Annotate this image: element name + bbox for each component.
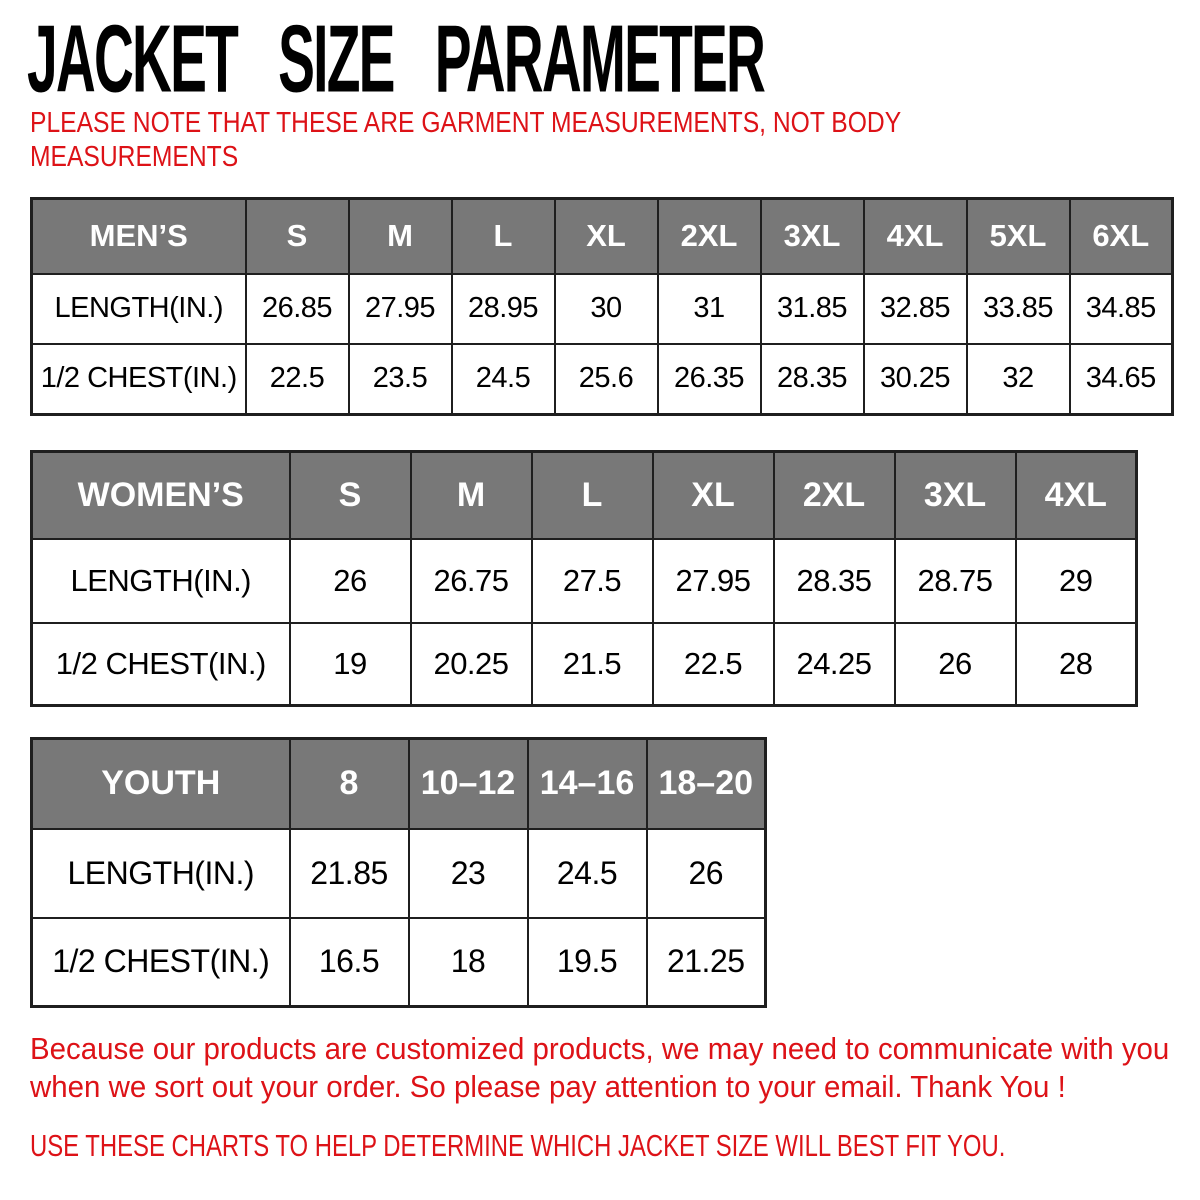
- size-value: 22.5: [246, 344, 349, 415]
- size-col-header: 3XL: [895, 452, 1016, 539]
- size-value: 26: [647, 829, 766, 918]
- size-col-header: L: [452, 199, 555, 274]
- size-value: 30.25: [864, 344, 967, 415]
- size-value: 31.85: [761, 274, 864, 344]
- size-value: 29: [1016, 539, 1137, 623]
- youth-chest-row: [32, 918, 766, 1007]
- size-col-header: XL: [653, 452, 774, 539]
- chart-usage-note: USE THESE CHARTS TO HELP DETERMINE WHICH JACKET SIZE WILL BEST FIT YOU.: [30, 1128, 1006, 1163]
- size-col-header: 14–16: [528, 739, 647, 829]
- row-label: LENGTH(IN.): [32, 829, 290, 918]
- size-value: 28.35: [774, 539, 895, 623]
- size-value: 20.25: [411, 623, 532, 706]
- mens-chest-row: [32, 344, 1173, 415]
- size-col-header: 8: [290, 739, 409, 829]
- size-value: 31: [658, 274, 761, 344]
- size-value: 23.5: [349, 344, 452, 415]
- womens-chest-row: [32, 623, 1137, 706]
- size-value: 28.75: [895, 539, 1016, 623]
- size-value: 26: [895, 623, 1016, 706]
- size-value: 30: [555, 274, 658, 344]
- size-col-header: 2XL: [658, 199, 761, 274]
- size-value: 26.35: [658, 344, 761, 415]
- size-value: 26.75: [411, 539, 532, 623]
- size-value: 24.25: [774, 623, 895, 706]
- mens-header-row: [32, 199, 1173, 274]
- size-col-header: S: [290, 452, 411, 539]
- size-value: 27.95: [349, 274, 452, 344]
- size-value: 24.5: [528, 829, 647, 918]
- row-label: 1/2 CHEST(IN.): [32, 344, 246, 415]
- customization-notice: [30, 1030, 1169, 1106]
- size-value: 24.5: [452, 344, 555, 415]
- youth-length-row: [32, 829, 766, 918]
- mens-table-title: MEN’S: [32, 199, 246, 274]
- customization-notice-line-2: when we sort out your order. So please pay attention to your email. Thank You !: [30, 1069, 1066, 1104]
- size-value: 19.5: [528, 918, 647, 1007]
- size-value: 22.5: [653, 623, 774, 706]
- size-col-header: 4XL: [864, 199, 967, 274]
- size-value: 34.85: [1070, 274, 1173, 344]
- size-value: 21.85: [290, 829, 409, 918]
- size-col-header: 18–20: [647, 739, 766, 829]
- size-col-header: L: [532, 452, 653, 539]
- size-col-header: M: [349, 199, 452, 274]
- size-value: 32: [967, 344, 1070, 415]
- size-col-header: 10–12: [409, 739, 528, 829]
- womens-table-title: WOMEN’S: [32, 452, 290, 539]
- size-value: 21.25: [647, 918, 766, 1007]
- size-value: 19: [290, 623, 411, 706]
- size-value: 27.95: [653, 539, 774, 623]
- size-value: 18: [409, 918, 528, 1007]
- womens-length-row: [32, 539, 1137, 623]
- size-col-header: 6XL: [1070, 199, 1173, 274]
- womens-header-row: [32, 452, 1137, 539]
- size-value: 23: [409, 829, 528, 918]
- size-col-header: M: [411, 452, 532, 539]
- youth-header-row: [32, 739, 766, 829]
- customization-notice-line-1: Because our products are customized products, we may need to communicate with you: [30, 1031, 1170, 1066]
- size-value: 26: [290, 539, 411, 623]
- row-label: 1/2 CHEST(IN.): [32, 918, 290, 1007]
- row-label: LENGTH(IN.): [32, 274, 246, 344]
- youth-table-title: YOUTH: [32, 739, 290, 829]
- size-value: 28.35: [761, 344, 864, 415]
- size-col-header: 4XL: [1016, 452, 1137, 539]
- womens-size-table: [30, 450, 1138, 707]
- page-title: JACKET SIZE PARAMETER: [27, 6, 765, 113]
- note-line-2: MEASUREMENTS: [30, 141, 239, 173]
- mens-length-row: [32, 274, 1173, 344]
- row-label: 1/2 CHEST(IN.): [32, 623, 290, 706]
- size-value: 28: [1016, 623, 1137, 706]
- size-col-header: S: [246, 199, 349, 274]
- size-value: 26.85: [246, 274, 349, 344]
- note-line-1: PLEASE NOTE THAT THESE ARE GARMENT MEASUREMENTS, NOT BODY: [30, 107, 902, 139]
- size-value: 33.85: [967, 274, 1070, 344]
- size-value: 21.5: [532, 623, 653, 706]
- size-value: 27.5: [532, 539, 653, 623]
- row-label: LENGTH(IN.): [32, 539, 290, 623]
- size-value: 34.65: [1070, 344, 1173, 415]
- size-col-header: 2XL: [774, 452, 895, 539]
- mens-size-table: [30, 197, 1174, 416]
- youth-size-table: [30, 737, 767, 1008]
- size-value: 32.85: [864, 274, 967, 344]
- garment-measurement-note: [30, 106, 901, 174]
- size-value: 25.6: [555, 344, 658, 415]
- size-col-header: 3XL: [761, 199, 864, 274]
- size-col-header: 5XL: [967, 199, 1070, 274]
- size-value: 28.95: [452, 274, 555, 344]
- size-col-header: XL: [555, 199, 658, 274]
- size-value: 16.5: [290, 918, 409, 1007]
